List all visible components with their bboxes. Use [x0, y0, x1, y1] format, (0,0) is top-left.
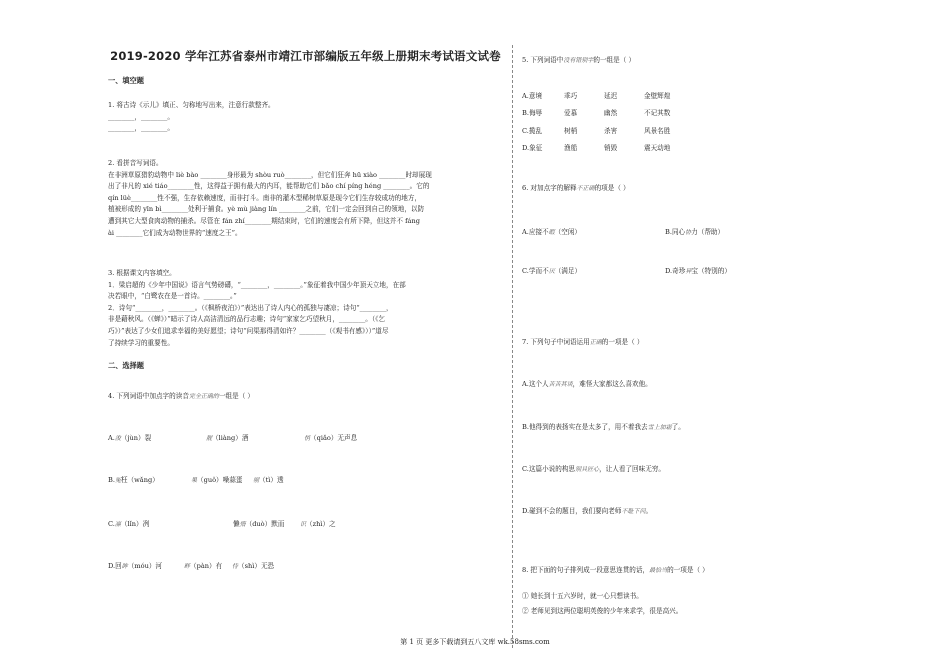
dotted-char: 恃	[232, 563, 239, 570]
section-choice	[108, 361, 503, 371]
dotted-char: 凛	[114, 521, 121, 528]
column-divider	[512, 45, 513, 648]
option-c[interactable]	[522, 464, 852, 475]
option-text: D.奇珍	[665, 267, 686, 275]
option-a-word-3	[304, 433, 357, 444]
option-c[interactable]	[522, 266, 581, 277]
option-text: A.这个人	[522, 380, 549, 388]
dotted-char: 眸	[121, 563, 128, 570]
passage-line: 植被形成的 yīn bì________处利于捕食。yè mù jiàng lín ________之前，它们一定会回到自己的领地，以防	[108, 205, 425, 214]
option-text: 。	[645, 507, 653, 515]
option-a[interactable]	[108, 433, 151, 444]
option-text: 宝（特别的）	[691, 267, 731, 275]
left-column	[108, 48, 503, 570]
option-c[interactable]	[108, 519, 149, 530]
section-fill-in	[108, 76, 503, 86]
option-b[interactable]: B.侮辱	[522, 109, 543, 118]
option-a[interactable]	[522, 379, 852, 390]
option-label: A.	[108, 434, 115, 442]
dotted-char: 识	[300, 521, 307, 528]
stem-text: 4. 下列词语中加点字的读音	[108, 392, 189, 400]
passage-line: qín lüè________性不强，生存依赖速度，而非打斗。南非的灌木型稀树草原是现今它们生存较成功的地方，	[108, 193, 422, 202]
passage-line: ài ________它们成为动物世界的“速度之王”。	[108, 228, 242, 237]
word: 风景名胜	[644, 126, 671, 135]
option-label: B.	[108, 476, 115, 484]
option-c-word-2	[233, 519, 284, 530]
passage-line: 决若眼中，“白鹭农在是一首诗。________。”	[108, 292, 237, 301]
option-d[interactable]	[665, 266, 731, 277]
answer-line: ________，________。	[108, 124, 174, 133]
option-text: （满足）	[554, 267, 582, 275]
option-c-word-3	[300, 519, 336, 530]
option-text: （空闲）	[554, 228, 582, 236]
sentence-item: ② 老师见到这两位聪明英俊的少年来求学，很是高兴。	[522, 607, 683, 615]
option-text: （lǐn）冽	[120, 520, 150, 528]
option-text: 力（帮助）	[691, 228, 725, 236]
question-2	[108, 158, 503, 239]
option-text: D.碰到不会的题目，我们要向老师	[522, 507, 622, 515]
option-text: （zhì）之	[306, 520, 336, 528]
stem-text: 的一项是（ ）	[601, 338, 644, 346]
passage-line: 2．诗句“________，________。（《枫桥夜泊》）”表达出了诗人内心的孤独与凄凉；诗句“________，	[108, 303, 393, 312]
question-4	[108, 391, 503, 403]
stem-text: 6. 对加点字的解释	[522, 184, 577, 192]
option-c[interactable]: C.揽乱	[522, 126, 543, 135]
emphasis-mark: 完全正确的	[188, 393, 219, 400]
question-stem: 2. 看拼音写词语。	[108, 159, 163, 167]
option-label: D.	[108, 562, 116, 570]
question-3	[108, 268, 503, 349]
option-text: 回	[115, 562, 122, 570]
word: 延迟	[604, 92, 618, 100]
option-text: C.学而不	[522, 267, 549, 275]
underlined-idiom: 雪上加霜	[647, 424, 672, 431]
option-b[interactable]	[665, 227, 724, 238]
dotted-char: 浚	[114, 435, 121, 442]
passage-line: 1．梁启超的《少年中国说》语言气势磅礴，“________，________。”象征着我中国少年顶天立地，在部	[108, 280, 406, 289]
option-b[interactable]	[108, 475, 159, 486]
section-heading: 二、选择题	[108, 361, 144, 370]
option-text: （guǒ）噪蒜蛋	[197, 476, 243, 484]
word: 震天动地	[644, 144, 671, 153]
option-d-word-3	[232, 561, 274, 572]
passage-line: 在非洲草原猎豹动物中 liè bào ________身形最为 shòu ruò________，但它们狂奔 hū xiào ________时却展现	[108, 170, 432, 179]
stem-text: 8. 把下面的句子排列成一段意思连贯的话，	[522, 566, 650, 574]
passage-line: 非是藉秋风。（《蝉》）”暗示了诗人高洁清远的品行志趣；诗句“家家乞巧望秋月，________。（《乞	[108, 315, 386, 324]
option-b-word-2	[191, 475, 242, 486]
question-5-options	[522, 88, 704, 158]
dotted-char: 冤	[114, 477, 121, 484]
dotted-char: 厌	[548, 268, 555, 275]
stem-text: 7. 下列句子中词语运用	[522, 338, 590, 346]
question-6-stem	[522, 183, 852, 195]
dotted-char: 协	[685, 229, 692, 236]
option-d[interactable]	[108, 561, 162, 572]
option-d[interactable]: D.象征	[522, 144, 543, 153]
answer-line: ________，________。	[108, 112, 174, 121]
option-a-word-2	[206, 433, 248, 444]
word: 乖巧	[564, 92, 578, 100]
dotted-char: 果	[191, 477, 198, 484]
option-text: ，难怪大家都这么喜欢他。	[572, 380, 652, 388]
option-text: （pàn）有	[190, 562, 223, 570]
option-b-word-3	[253, 475, 284, 486]
passage-line: 出了非凡的 xié tiáo________性，这得益于拥有最大的内耳，能帮助它们 bǎo chí píng héng ________。它的	[108, 182, 430, 191]
word: 不记其数	[644, 109, 671, 118]
underlined-idiom: 别具匠心	[575, 466, 600, 473]
page-footer: 第 1 页 更多下载请到五八文库 wk.58sms.com	[400, 638, 550, 646]
underlined-idiom: 苦苦其谈	[548, 381, 573, 388]
option-text: 枉（wǎng）	[120, 476, 159, 484]
question-stem	[108, 391, 503, 403]
question-stem: 3. 根据课文内容填空。	[108, 269, 176, 277]
option-label: C.	[108, 520, 115, 528]
word: 渔船	[564, 144, 578, 153]
option-text: （móu）河	[127, 562, 163, 570]
option-text: ，让人看了回味无穷。	[599, 465, 666, 473]
option-text: 懒	[233, 520, 240, 528]
section-heading: 一、填空题	[108, 76, 144, 85]
dotted-char: 靓	[206, 435, 213, 442]
option-text: （liàng）酒	[212, 434, 249, 442]
option-a[interactable]: A.意境	[522, 92, 543, 100]
sentence-item: ① 她长到十五六岁时，就一心只想读书。	[522, 592, 643, 600]
word: 幽然	[604, 109, 618, 118]
page-title: 2019-2020 学年江苏省泰州市靖江市部编版五年级上册期末考试语文试卷	[110, 49, 501, 63]
question-1	[108, 100, 503, 135]
emphasis-mark: 正确	[589, 339, 602, 346]
word: 销毁	[604, 144, 618, 153]
dotted-char: 畔	[184, 563, 191, 570]
passage-line: 了持续学习的重要性。	[108, 338, 174, 347]
word: 树梢	[564, 126, 578, 135]
option-text: C.这篇小说的构思	[522, 465, 576, 473]
dotted-char: 暇	[548, 229, 555, 236]
dotted-char: 悄	[304, 435, 311, 442]
emphasis-mark: 没有错别字	[563, 57, 594, 64]
stem-text: 5. 下列词语中	[522, 56, 564, 64]
question-8-stem	[522, 565, 852, 577]
word: 杀害	[604, 126, 618, 135]
passage-line: 遭到其它大型食肉动物的捕杀。尽管在 fán zhí________期结束时，它们的速度会有所下降，但这并不 fáng	[108, 216, 420, 225]
dotted-char: 惰	[239, 521, 246, 528]
option-d-word-2	[184, 561, 222, 572]
option-text: B.他得到的表扬实在是太多了，用不着我去	[522, 423, 648, 431]
question-stem: 1. 将古诗《示儿》填正、匀称地写出来，注意行款整齐。	[108, 101, 275, 109]
option-text: （jùn）裂	[120, 434, 152, 442]
passage-line: 巧》）”表达了少女们追求幸福的美好愿望；诗句“问渠那得清如许？________（《观书有感》））”道尽	[108, 326, 389, 335]
option-b[interactable]	[522, 422, 852, 433]
question-5-stem	[522, 55, 852, 67]
question-7-stem	[522, 337, 852, 349]
option-d[interactable]	[522, 506, 852, 517]
option-text: 了。	[671, 423, 685, 431]
option-text: （tì）透	[259, 476, 284, 484]
dotted-char: 剔	[253, 477, 260, 484]
option-text: （duò）默而	[245, 520, 285, 528]
option-text: （shì）无恐	[238, 562, 275, 570]
word: 爱慕	[564, 109, 578, 118]
stem-text: 的项是（ ）	[594, 184, 630, 192]
stem-text: 一组是（ ）	[218, 392, 255, 400]
dotted-char: 异	[685, 268, 692, 275]
word: 金壁辉煌	[644, 92, 671, 100]
stem-text: 的一组是（ ）	[593, 56, 636, 64]
option-text: （qiǎo）无声息	[310, 434, 358, 442]
emphasis-mark: 最恰当	[649, 567, 668, 574]
underlined-idiom: 不耻下问	[621, 508, 646, 515]
option-text: B.同心	[665, 228, 686, 236]
emphasis-mark: 不正确	[576, 185, 595, 192]
option-text: A.应接不	[522, 228, 549, 236]
stem-text: 的一项是（ ）	[667, 566, 709, 574]
option-a[interactable]	[522, 227, 581, 238]
